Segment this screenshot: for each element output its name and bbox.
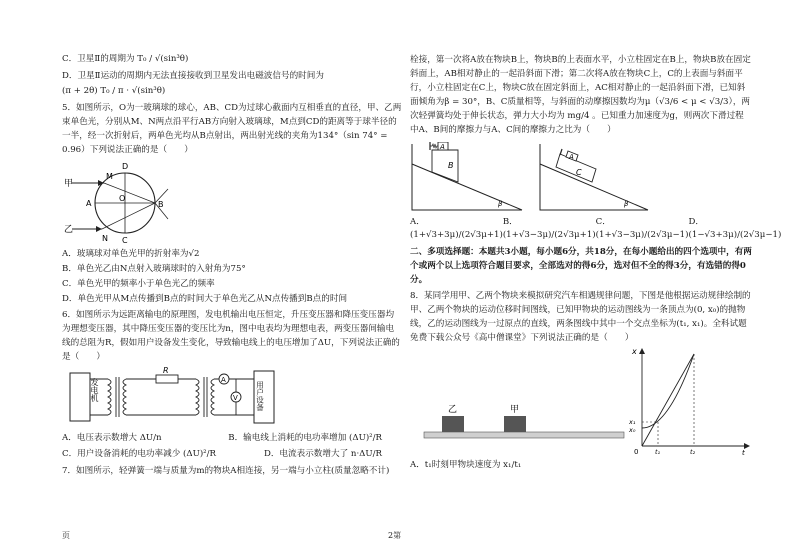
refracted-yi (102, 203, 155, 229)
block-b (432, 150, 458, 182)
question-8: 8．某同学用甲、乙两个物块来模拟研究汽车相遇规律问题，下图是他根据运动规律绘制的甲、乙两个物块的运动位移时间图线，已知甲物块的运动图线为一条顶点为(0, x₀)的抛物线，乙的运动图线为一过原点的直线，两条图线中其中一个交点坐标为(t₁, x₁)。全科试题免费下载公众号《高中僧课堂》下列说法正确的是（ ） (410, 291, 751, 343)
q4-option-d: D．卫星Ⅱ运动的周期内无法直接接收到卫星发出电磁波信号的时间为 (62, 70, 324, 81)
graph-label-x1: x₁ (629, 417, 636, 426)
t-axis-arrow-icon (744, 443, 750, 449)
right-column (410, 54, 782, 474)
line-yi (642, 354, 694, 446)
footer-page-number: 2第 (388, 531, 402, 540)
glass-sphere-diagram (62, 157, 172, 247)
q7-option-b: B．(1+√3−3μ)/(2√3μ+1) (502, 216, 596, 241)
q7-option-d: D．(1−√3+3μ)/(2√3μ−1) (688, 216, 782, 241)
generator-label (75, 377, 99, 403)
label-yi: 乙 (64, 225, 74, 236)
ground (424, 432, 624, 438)
step-up-secondary-icon (123, 379, 126, 415)
label-C: C (576, 167, 582, 177)
step-up-primary-icon (108, 379, 111, 415)
graph-label-origin: 0 (634, 447, 639, 456)
label-N: N (102, 234, 108, 244)
q7-options-row (410, 216, 782, 244)
question-7-continued: 栓接，第一次将A放在物块B上，物块B的上表面水平，小立柱固定在B上，物块B放在固定斜面上，AB相对静止的一起沿斜面下滑；第二次将A放在物块C上，C的上表面与斜面平行，小立柱固定在C上，物块C放在固定斜面上，AC相对静止的一起沿斜面下滑，已知斜面倾角为β = 30°，B、C质量相等，与斜面的动摩擦因数均为μ（√3/6 < μ < √3/3），两次轻弹簧均处于伸长状态，弹力大小均为 mg/4 。已知重力加速度为g，则两次下滑过程中A、B间的摩擦力与A、C间的摩擦力之比为（ ） (410, 55, 751, 135)
q5-option-c: C．单色光甲的频率小于单色光乙的频率 (62, 279, 215, 290)
q6-options-row-2 (62, 447, 402, 463)
graph-label-t2: t₂ (690, 447, 696, 456)
question-5: 5．如图所示，O为一玻璃球的球心，AB、CD为过球心截面内互相垂直的直径，甲、乙两束单色光，分别从M、N两点沿平行AB方向射入玻璃球，M点到CD的距离等于球半径的一半，经一次折射后，两单色光均从B点射出，两出射光线的夹角为134°（sin 74° = 0.96）下列说法正确的是（ ） (62, 102, 402, 155)
label-block-jia: 甲 (510, 404, 520, 415)
q6-option-a: A．电压表示数增大 ΔU/n (62, 432, 162, 443)
graph-label-t: t (742, 448, 745, 456)
label-A-1: A (440, 142, 445, 151)
section-2-heading: 二、多项选择题：本题共3小题，每小题6分，共18分，在每小题给出的四个选项中，有两个或两个以上选项符合题目要求，全部选对的得6分，选对但不全的得3分，有选错的得0分。 (410, 247, 752, 286)
label-jia: 甲 (64, 179, 74, 190)
label-C: C (122, 236, 128, 246)
label-beta-2: β (624, 199, 629, 208)
block-yi (442, 416, 464, 432)
question-7-start: 7．如图所示，轻弹簧一端与质量为m的物块A相连接，另一端与小立柱(质量忽略不计) (62, 465, 390, 476)
q5-option-d: D．单色光甲从M点传播到B点的时间大于单色光乙从N点传播到B点的时间 (62, 294, 348, 305)
user-device-label: 用户设备 (255, 380, 265, 411)
parabola-jia (642, 354, 694, 428)
incline-1-slope (412, 164, 522, 210)
q7-option-a: A．(1+√3+3μ)/(2√3μ+1) (410, 216, 503, 241)
left-column (62, 52, 402, 479)
q4-option-c: C．卫星Ⅱ的周期为 T₀ / √(sin³θ) (62, 54, 189, 64)
voltmeter-label: V (233, 393, 238, 402)
line-resistor (156, 375, 178, 383)
q6-option-d: D．电流表示数增大了 n·ΔU/R (263, 448, 382, 459)
q7-option-c: C．(1+√3−3μ)/(2√3μ−1) (595, 216, 689, 241)
graph-label-x0: x₀ (629, 425, 636, 434)
transmission-circuit-diagram (68, 365, 278, 431)
label-A: A (86, 199, 92, 209)
label-B: B (448, 160, 454, 170)
ammeter-label: A (221, 375, 226, 384)
label-block-yi: 乙 (448, 404, 458, 415)
graph-label-t1: t₁ (655, 447, 661, 456)
label-M: M (106, 172, 113, 182)
q6-option-b: B．输电线上消耗的电功率增加 (ΔU)²/R (228, 432, 382, 443)
label-O: O (119, 194, 126, 204)
label-beta-1: β (498, 199, 503, 208)
label-A-2: A (569, 152, 574, 161)
blocks-figure (410, 394, 630, 440)
incline-diagrams (410, 142, 650, 214)
footer-left: 页 (62, 531, 70, 540)
generator-text: 发电机 (75, 377, 99, 387)
q8-option-a: A．t₁时刻甲物块速度为 x₁/t₁ (410, 459, 522, 470)
label-D: D (122, 162, 129, 172)
q8-figures (410, 346, 752, 458)
question-6: 6．如图所示为远距离输电的原理图，发电机输出电压恒定，升压变压器和降压变压器均为理想变压器，其中降压变压器的变压比为n，图中电表均为理想电表，两变压器间输电线的总阻为R，假如用户设备发生变化，导致输电线上的电压增加了ΔU，下列说法正确的是（ ） (62, 310, 400, 362)
spring-1-icon (430, 144, 438, 148)
q6-option-c: C．用户设备消耗的电功率减少 (ΔU)²/R (62, 448, 216, 459)
step-down-primary-icon (196, 379, 199, 415)
x-axis-arrow-icon (639, 348, 645, 354)
q5-option-b: B．单色光乙由N点射入玻璃球时的入射角为75° (62, 264, 246, 275)
position-time-graph (628, 346, 752, 456)
incline-1-frame (412, 144, 522, 210)
q5-option-a: A．玻璃球对单色光甲的折射率为√2 (62, 249, 200, 260)
resistor-label: R (163, 365, 169, 375)
q4-option-d-formula: (π + 2θ) T₀ / π · √(sin³θ) (62, 85, 166, 96)
ray-yi-arrow-icon (96, 226, 102, 232)
block-jia (504, 416, 526, 432)
label-B: B (158, 200, 164, 210)
refracted-jia (104, 183, 155, 203)
q6-options-row-1 (62, 431, 402, 447)
step-down-secondary-icon (211, 379, 214, 415)
graph-label-x: x (632, 346, 637, 356)
